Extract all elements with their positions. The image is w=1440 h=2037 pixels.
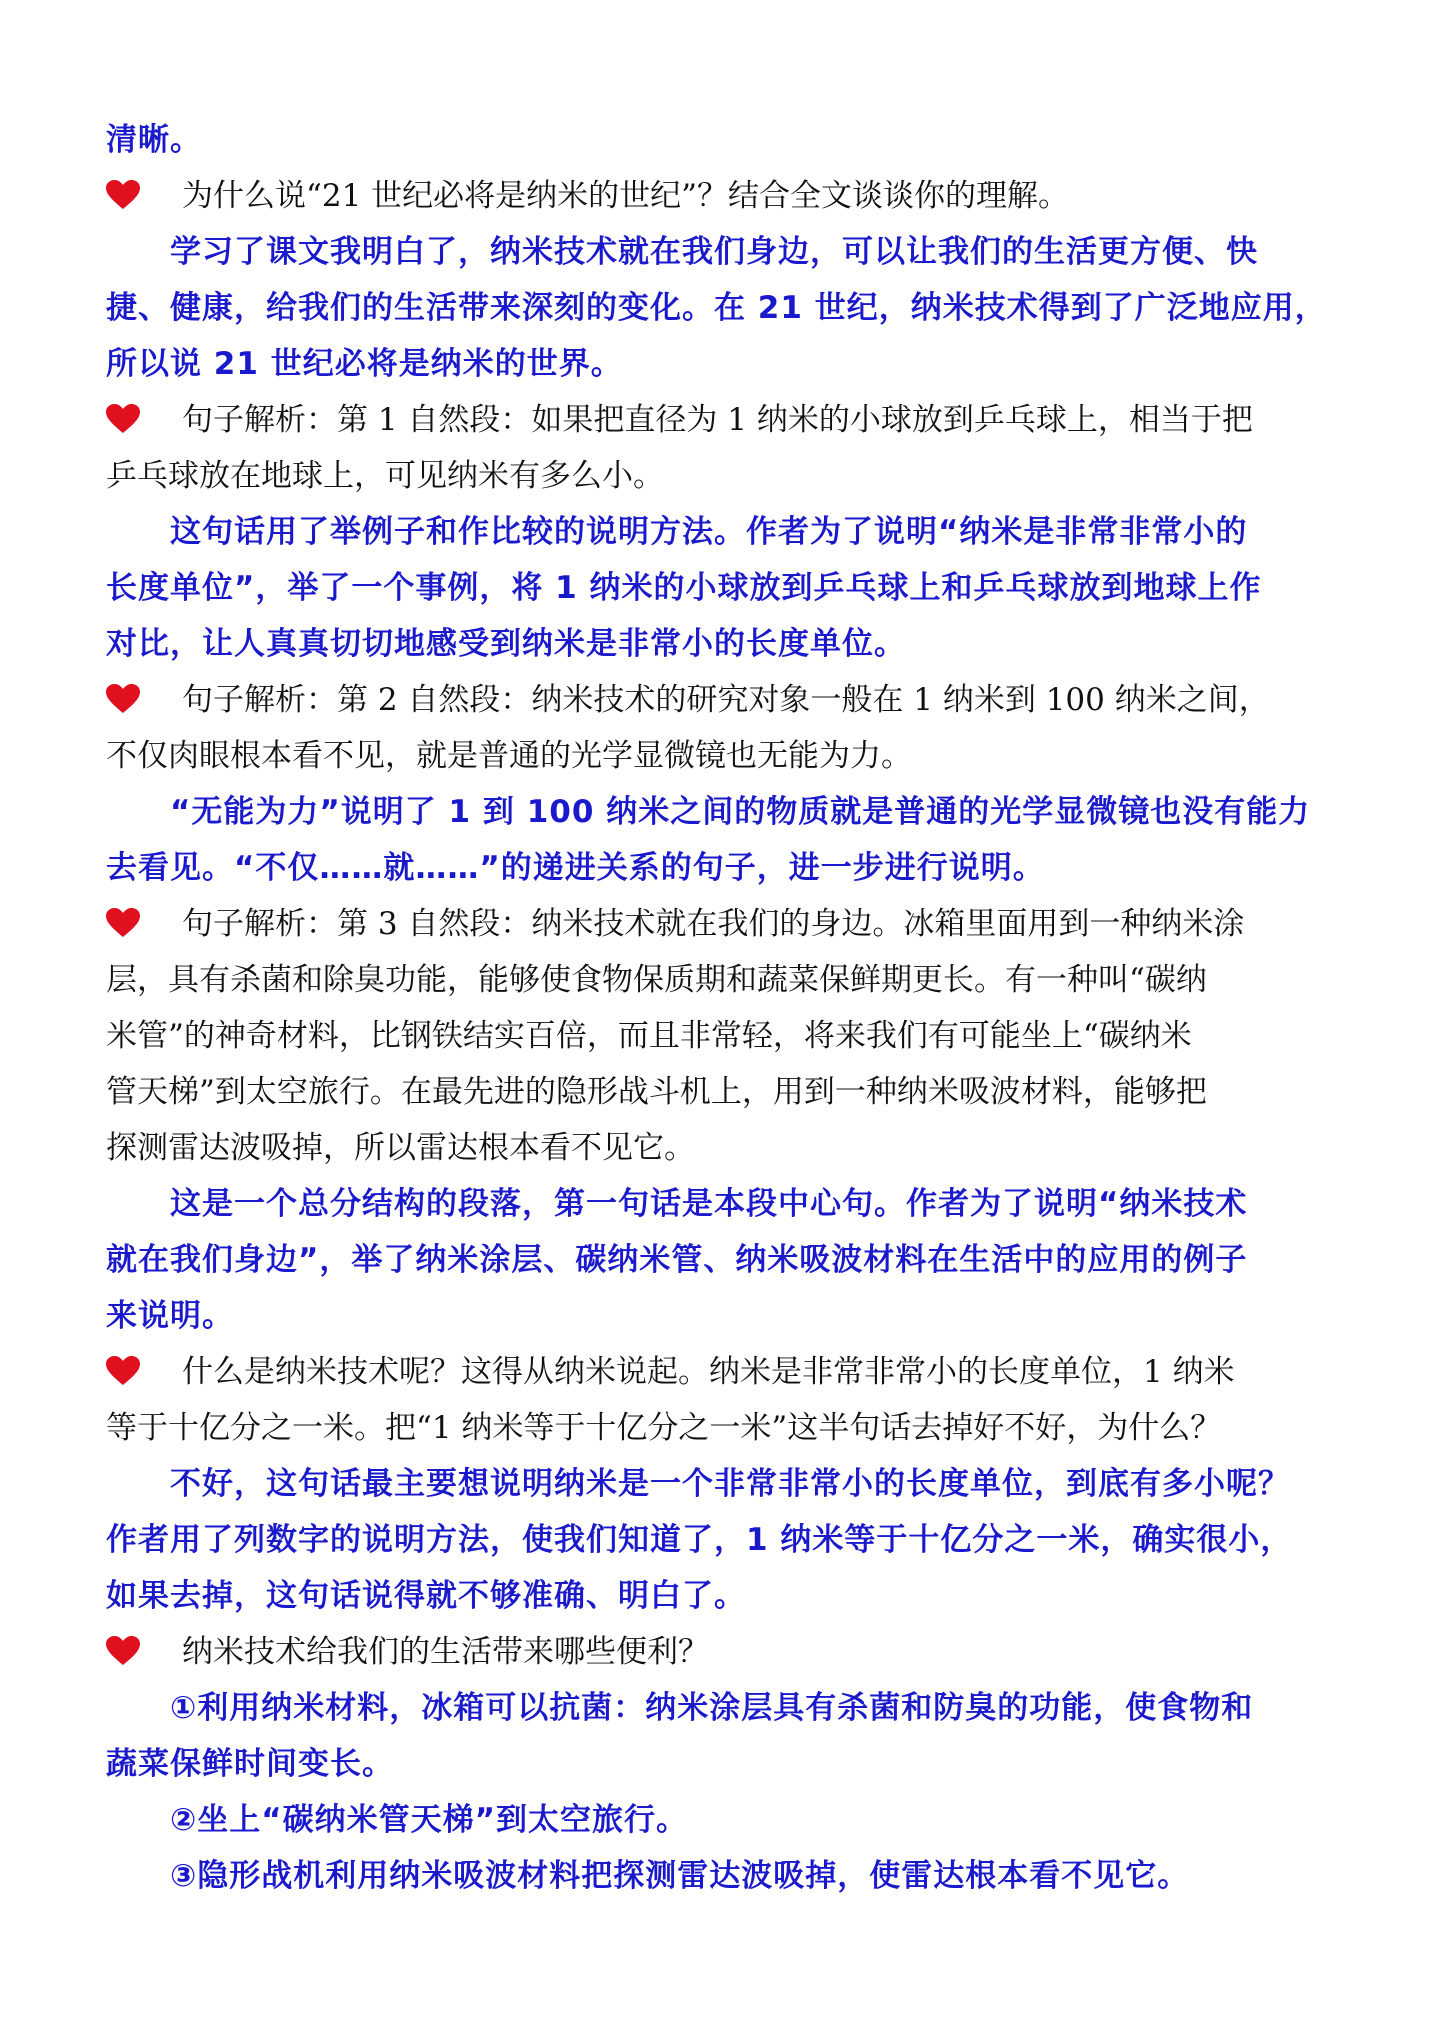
- question-text: 为什么说“21 世纪必将是纳米的世纪”？结合全文谈谈你的理解。: [182, 178, 1069, 214]
- answer-line: ②坐上“碳纳米管天梯”到太空旅行。: [170, 1802, 688, 1838]
- heart-icon: [106, 404, 140, 434]
- answer-line: 就在我们身边”，举了纳米涂层、碳纳米管、纳米吸波材料在生活中的应用的例子: [106, 1242, 1248, 1278]
- answer-line: ①利用纳米材料，冰箱可以抗菌：纳米涂层具有杀菌和防臭的功能，使食物和: [170, 1690, 1254, 1726]
- question-text: 句子解析：第 3 自然段：纳米技术就在我们的身边。冰箱里面用到一种纳米涂: [182, 906, 1245, 942]
- answer-line: 学习了课文我明白了，纳米技术就在我们身边，可以让我们的生活更方便、快: [170, 234, 1258, 270]
- document-page: [106, 112, 1346, 1904]
- answer-line: 蔬菜保鲜时间变长。: [106, 1746, 394, 1782]
- answer-line: 这句话用了举例子和作比较的说明方法。作者为了说明“纳米是非常非常小的: [170, 514, 1248, 550]
- heart-icon: [106, 1636, 140, 1666]
- question-line: 探测雷达波吸掉，所以雷达根本看不见它。: [106, 1130, 695, 1166]
- answer-line: 来说明。: [106, 1298, 234, 1334]
- question-line: [106, 392, 1346, 448]
- answer-line: 如果去掉，这句话说得就不够准确、明白了。: [106, 1578, 746, 1614]
- answer-line: 捷、健康，给我们的生活带来深刻的变化。在 21 世纪，纳米技术得到了广泛地应用，: [106, 290, 1327, 326]
- question-text: 句子解析：第 2 自然段：纳米技术的研究对象一般在 1 纳米到 100 纳米之间，: [182, 682, 1270, 718]
- question-line: 乒乓球放在地球上，可见纳米有多么小。: [106, 458, 664, 494]
- question-line: 层，具有杀菌和除臭功能，能够使食物保质期和蔬菜保鲜期更长。有一种叫“碳纳: [106, 962, 1207, 998]
- question-text: 什么是纳米技术呢？这得从纳米说起。纳米是非常非常小的长度单位，1 纳米: [182, 1354, 1235, 1390]
- question-line: 不仅肉眼根本看不见，就是普通的光学显微镜也无能为力。: [106, 738, 912, 774]
- question-text: 句子解析：第 1 自然段：如果把直径为 1 纳米的小球放到乒乓球上，相当于把: [182, 402, 1253, 438]
- question-line: [106, 672, 1346, 728]
- answer-line: 不好，这句话最主要想说明纳米是一个非常非常小的长度单位，到底有多小呢？: [170, 1466, 1290, 1502]
- answer-line: 长度单位”，举了一个事例，将 1 纳米的小球放到乒乓球上和乒乓球放到地球上作: [106, 570, 1262, 606]
- heart-icon: [106, 1356, 140, 1386]
- answer-line: 清晰。: [106, 122, 202, 158]
- answer-line: 去看见。“不仅……就……”的递进关系的句子，进一步进行说明。: [106, 850, 1045, 886]
- question-line: [106, 896, 1346, 952]
- question-line: 管天梯”到太空旅行。在最先进的隐形战斗机上，用到一种纳米吸波材料，能够把: [106, 1074, 1207, 1110]
- answer-line: “无能为力”说明了 1 到 100 纳米之间的物质就是普通的光学显微镜也没有能力: [170, 794, 1311, 830]
- heart-icon: [106, 684, 140, 714]
- answer-line: 所以说 21 世纪必将是纳米的世界。: [106, 346, 623, 382]
- question-line: [106, 168, 1346, 224]
- question-line: [106, 1344, 1346, 1400]
- answer-line: ③隐形战机利用纳米吸波材料把探测雷达波吸掉，使雷达根本看不见它。: [170, 1858, 1190, 1894]
- question-line: 等于十亿分之一米。把“1 纳米等于十亿分之一米”这半句话去掉好不好，为什么？: [106, 1410, 1222, 1446]
- question-line: 米管”的神奇材料，比钢铁结实百倍，而且非常轻，将来我们有可能坐上“碳纳米: [106, 1018, 1192, 1054]
- question-line: [106, 1624, 1346, 1680]
- answer-line: 作者用了列数字的说明方法，使我们知道了，1 纳米等于十亿分之一米，确实很小，: [106, 1522, 1293, 1558]
- answer-line: 这是一个总分结构的段落，第一句话是本段中心句。作者为了说明“纳米技术: [170, 1186, 1248, 1222]
- heart-icon: [106, 908, 140, 938]
- answer-line: 对比，让人真真切切地感受到纳米是非常小的长度单位。: [106, 626, 906, 662]
- question-text: 纳米技术给我们的生活带来哪些便利？: [182, 1634, 709, 1670]
- heart-icon: [106, 180, 140, 210]
